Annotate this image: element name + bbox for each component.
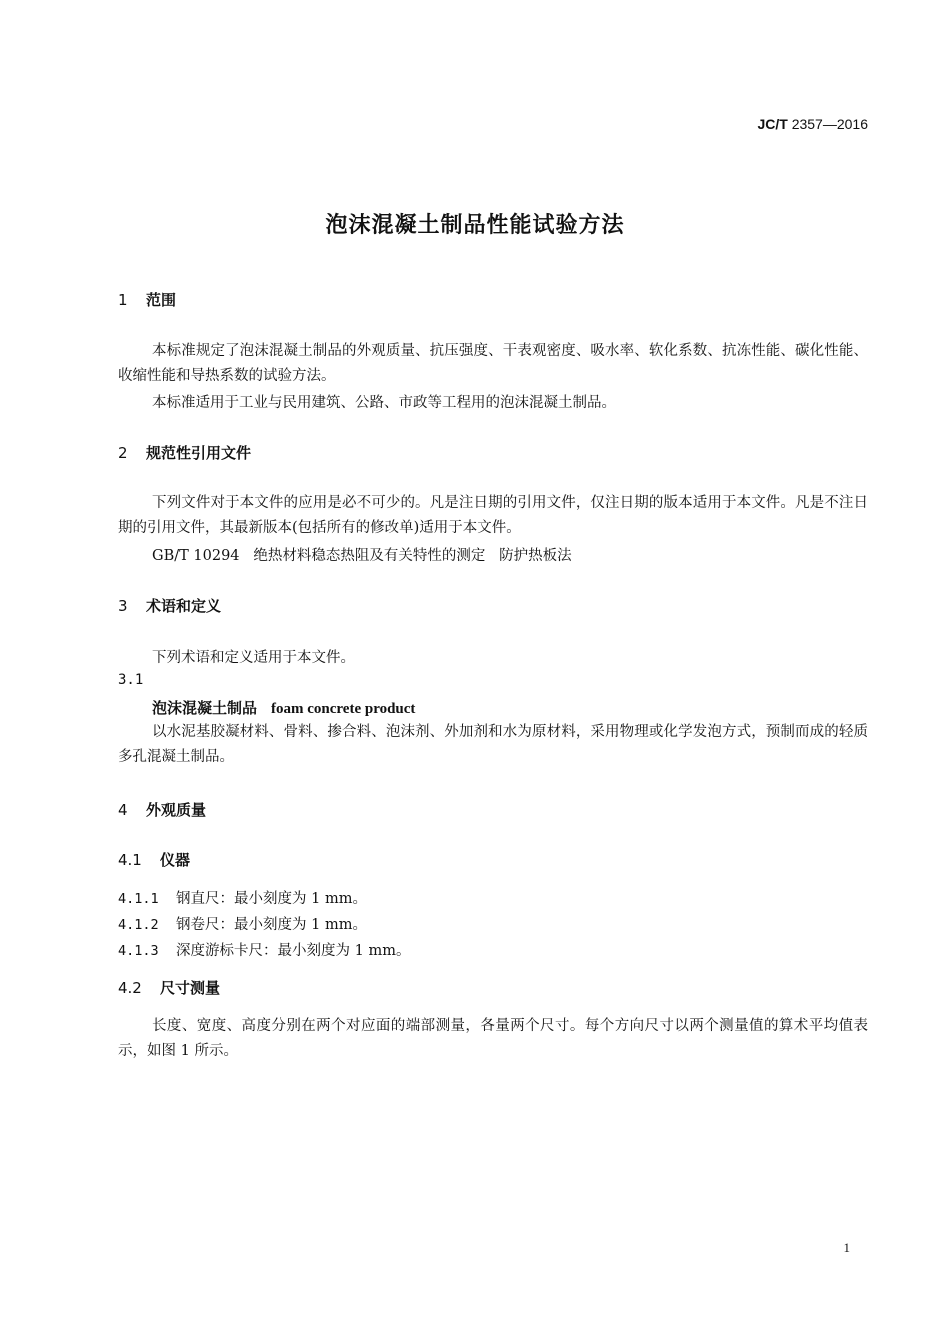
clause-4-1-2 — [118, 913, 367, 934]
clause-text: 钢直尺：最小刻度为 1 mm。 — [176, 891, 367, 907]
section-title: 范围 — [146, 291, 177, 309]
section-4-heading — [118, 799, 206, 820]
subsection-number: 4.2 — [118, 979, 142, 997]
clause-4-1-3 — [118, 939, 410, 960]
term-chinese: 泡沫混凝土制品 — [152, 699, 258, 717]
section-1-heading — [118, 289, 176, 310]
section-1-paragraph-1: 本标准规定了泡沫混凝土制品的外观质量、抗压强度、干表观密度、吸水率、软化系数、抗冻性能、碳化性能、收缩性能和导热系数的试验方法。 — [118, 343, 868, 384]
standard-code — [757, 116, 868, 132]
subsection-4-1-heading — [118, 849, 190, 870]
clause-text: 深度游标卡尺：最小刻度为 1 mm。 — [176, 943, 411, 959]
section-title: 术语和定义 — [146, 597, 222, 615]
section-1-paragraph-2: 本标准适用于工业与民用建筑、公路、市政等工程用的泡沫混凝土制品。 — [152, 395, 616, 411]
subsection-4-2-heading — [118, 977, 220, 998]
section-3-paragraph-1: 下列术语和定义适用于本文件。 — [152, 650, 355, 666]
section-title: 外观质量 — [146, 801, 207, 819]
section-number: 3 — [118, 597, 128, 615]
term-definition: 以水泥基胶凝材料、骨料、掺合料、泡沫剂、外加剂和水为原材料，采用物理或化学发泡方式，预制而成的轻质多孔混凝土制品。 — [118, 724, 868, 765]
term-entry — [152, 697, 415, 718]
clause-number: 4.1.3 — [118, 943, 159, 959]
clause-text: 钢卷尺：最小刻度为 1 mm。 — [176, 917, 367, 933]
section-number: 2 — [118, 444, 128, 462]
term-english: foam concrete product — [271, 701, 416, 717]
document-title: 泡沫混凝土制品性能试验方法 — [325, 213, 625, 238]
section-3-heading — [118, 595, 221, 616]
subsection-number: 4.1 — [118, 851, 142, 869]
clause-4-1-1 — [118, 887, 367, 908]
standard-code-number: 2357—2016 — [787, 116, 868, 132]
page-number: 1 — [843, 1240, 850, 1255]
standard-code-prefix: JC/T — [757, 116, 788, 132]
subsection-4-2-paragraph: 长度、宽度、高度分别在两个对应面的端部测量，各量两个尺寸。每个方向尺寸以两个测量值的算术平均值表示，如图 1 所示。 — [118, 1018, 868, 1059]
subsection-title: 尺寸测量 — [160, 979, 221, 997]
clause-number: 4.1.2 — [118, 917, 159, 933]
section-number: 1 — [118, 291, 128, 309]
clause-number: 4.1.1 — [118, 891, 159, 907]
normative-reference: GB/T 10294 绝热材料稳态热阻及有关特性的测定 防护热板法 — [152, 548, 572, 564]
section-2-paragraph-1: 下列文件对于本文件的应用是必不可少的。凡是注日期的引用文件，仅注日期的版本适用于本文件。凡是不注日期的引用文件，其最新版本(包括所有的修改单)适用于本文件。 — [118, 495, 868, 536]
term-number: 3.1 — [118, 672, 144, 688]
section-number: 4 — [118, 801, 128, 819]
section-title: 规范性引用文件 — [146, 444, 252, 462]
section-2-heading — [118, 442, 251, 463]
subsection-title: 仪器 — [160, 851, 191, 869]
